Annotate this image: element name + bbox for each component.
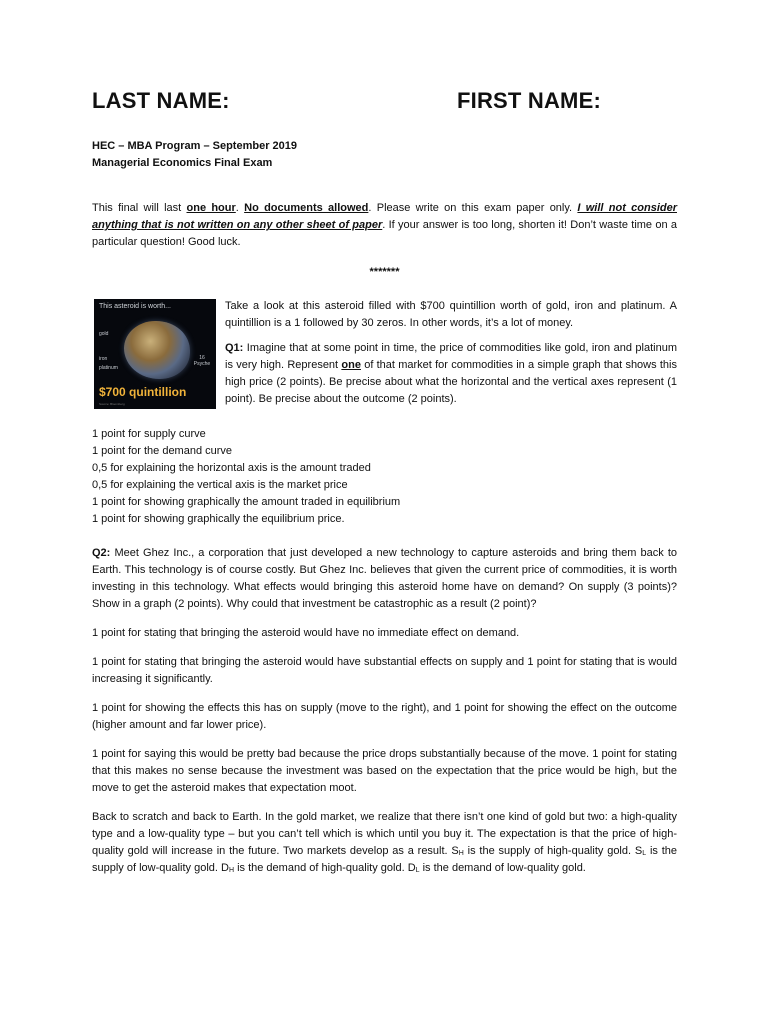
question-1-label: Q1: <box>225 342 244 354</box>
question-1-body: of that market for commodities in a simple graph that shows this high price (2 points). Be precise about what the horizontal and the vertical axes represent (1 point). Be precise about the outcome (2 points). <box>225 359 677 405</box>
no-documents-emphasis: No documents allowed <box>244 202 369 214</box>
image-price: $700 quintillion <box>99 385 187 399</box>
first-name-label: FIRST NAME: <box>457 88 601 113</box>
warning-emphasis: I will not consider anything that is not written on any other sheet of paper <box>92 202 677 231</box>
instructions-text: . If your answer is too long, shorten it! Don’t waste time on a particular question! Good luck. <box>92 219 677 248</box>
question-2-label: Q2: <box>92 547 111 559</box>
image-caption: This asteroid is worth... <box>99 303 171 310</box>
subscript: H <box>228 867 235 874</box>
gold-text: is the demand of high-quality gold. D <box>234 862 416 874</box>
subscript: H <box>458 850 464 857</box>
asteroid-intro: Take a look at this asteroid filled with $700 quintillion worth of gold, iron and platinum. A quintillion is a 1 followed by 30 zeros. In other words, it’s a lot of money. <box>225 300 677 329</box>
grading-item: 1 point for stating that bringing the asteroid would have substantial effects on supply and 1 point for stating that is would increasing it significantly. <box>92 656 677 685</box>
program-title: HEC – MBA Program – September 2019 <box>92 140 297 152</box>
subscript: L <box>415 867 420 874</box>
instructions-text: This final will last <box>92 202 187 214</box>
asteroid-graphic <box>124 321 190 379</box>
instructions-text: . <box>235 202 245 214</box>
gold-text: is the demand of low-quality gold. <box>419 862 586 874</box>
question-2-body: Meet Ghez Inc., a corporation that just developed a new technology to capture asteroids and bring them back to Earth. This technology is of course costly. But Ghez Inc. believes that given the current price of commodities, it is worth investing in this technology. What effects would bringing this asteroid home have on demand? On supply (3 points)? Show in a graph (2 points). Why could that investment be catastrophic as a result (2 point)? <box>92 547 677 610</box>
grading-item: 1 point for showing the effects this has on supply (move to the right), and 1 point for showing the effect on the outcome (higher amount and far lower price). <box>92 702 677 731</box>
grading-item: 1 point for stating that bringing the asteroid would have no immediate effect on demand. <box>92 627 520 639</box>
grading-item: 0,5 for explaining the horizontal axis is the amount traded <box>92 462 371 474</box>
question-1-text <box>225 340 677 408</box>
image-label-gold: gold <box>99 331 109 337</box>
one-emphasis: one <box>341 359 361 371</box>
image-label-name: 16 Psyche <box>193 355 211 367</box>
grading-item: 1 point for saying this would be pretty bad because the price drops substantially because of the move. 1 point for stating that this makes no sense because the investment was based on the expectation that the price would be high, but the move to get the asteroid makes that expectation moot. <box>92 748 677 794</box>
one-hour-emphasis: one hour <box>186 202 236 214</box>
grading-item: 1 point for showing graphically the amount traded in equilibrium <box>92 496 401 508</box>
image-label-platinum: platinum <box>99 365 118 371</box>
asteroid-image <box>94 299 216 409</box>
image-label-iron: iron <box>99 356 108 362</box>
question-1-grading <box>92 426 677 528</box>
grading-item: 0,5 for explaining the vertical axis is the market price <box>92 479 348 491</box>
gold-text: Back to scratch and back to Earth. In the gold market, we realize that there isn’t one kind of gold but two: a high-quality type and a low-quality type – but you can’t tell which is which until you buy it. The expectation is that the price of high-quality gold will increase in the future. Two markets develop as a result. S <box>92 811 677 857</box>
gold-text: is the supply of high-quality gold. S <box>463 845 643 857</box>
exam-header <box>92 138 297 172</box>
name-fields <box>92 88 677 118</box>
question-2-text <box>92 545 677 613</box>
question-1 <box>225 298 677 408</box>
exam-title: Managerial Economics Final Exam <box>92 157 273 169</box>
question-2 <box>92 545 677 889</box>
last-name-label: LAST NAME: <box>92 88 230 113</box>
gold-text: is the supply of low-quality gold. D <box>92 845 677 874</box>
gold-market-text <box>92 809 677 877</box>
grading-item: 1 point for the demand curve <box>92 445 233 457</box>
instructions-text: . Please write on this exam paper only. <box>368 202 578 214</box>
subscript: L <box>642 850 647 857</box>
grading-item: 1 point for supply curve <box>92 428 206 440</box>
question-1-body: Imagine that at some point in time, the price of commodities like gold, iron and platinum is very high. Represent <box>225 342 677 371</box>
instructions <box>92 200 677 251</box>
grading-item: 1 point for showing graphically the equilibrium price. <box>92 513 345 525</box>
section-separator: ******* <box>369 266 400 278</box>
image-source: Source: Bloomberg <box>99 402 125 406</box>
